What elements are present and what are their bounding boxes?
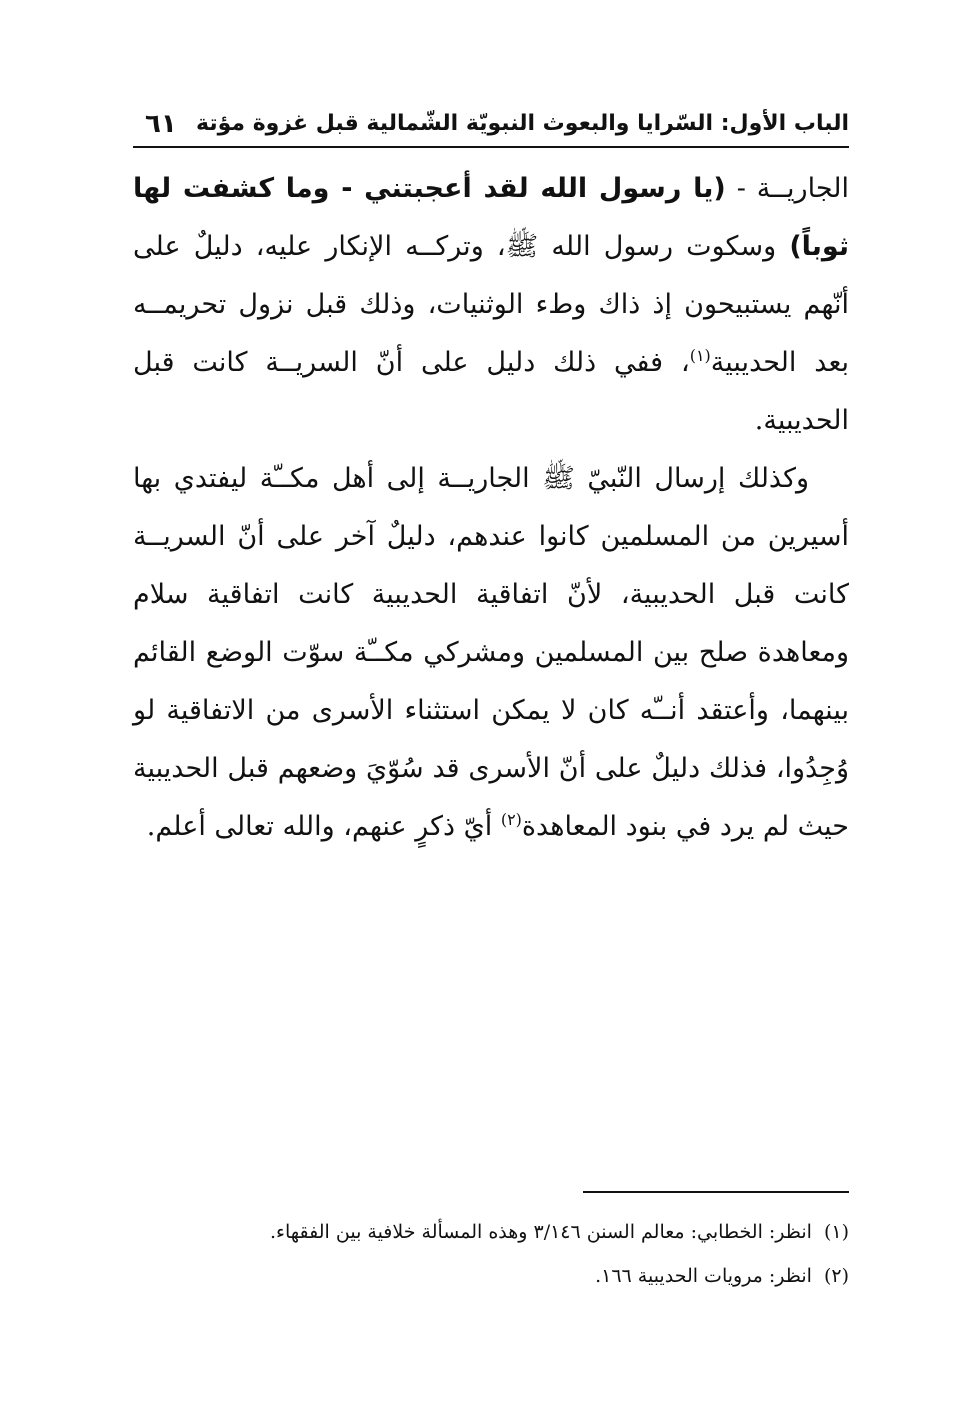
page-number: ٦١ (145, 109, 177, 139)
footnote-2-number: (٢) (823, 1265, 849, 1287)
paragraph-1-text-a: الجاريــة - (725, 173, 849, 204)
footnote-2-text: انظر: مرويات الحديبية ١٦٦. (595, 1265, 812, 1287)
paragraph-1-text-c: ، ففي ذلك دليل على أنّ السريــة كانت قبل الحديبية. (133, 347, 849, 436)
paragraph-2-text-a: وكذلك إرسال النّبيّ ﷺ الجاريــة إلى أهل مكــّة ليفتدي بها أسيرين من المسلمين كانوا عندهم، دليلٌ آخر على أنّ السريــة كانت قبل الحديبية، لأنّ اتفاقية الحديبية كانت اتفاقية سلام ومعاهدة صلح بين المسلمين ومشركي مكــّة سوّت الوضع القائم بينهما، وأعتقد أنــّه كان لا يمكن استثناء الأسرى من الاتفاقية لو وُجِدُوا، فذلك دليلٌ على أنّ الأسرى قد سُوّيَ وضعهم قبل الحديبية حيث لم يرد في بنود المعاهدة (133, 463, 849, 842)
footnote-1 (133, 1210, 849, 1254)
footnote-ref-2[interactable]: (٢) (500, 810, 522, 829)
paragraph-1-quote: (يا رسول الله لقد أعجبتني - وما كشفت لها ثوباً) (133, 173, 849, 262)
paragraph-2 (133, 450, 849, 856)
footnote-1-text: انظر: الخطابي: معالم السنن ٣/١٤٦ وهذه المسألة خلافية بين الفقهاء. (270, 1221, 812, 1243)
paragraph-1-text-b: وسكوت رسول الله ﷺ، وتركــه الإنكار عليه، دليلٌ على أنّهم يستبيحون إذ ذاك وطء الوثنيات، وذلك قبل نزول تحريمــه بعد الحديبية (133, 231, 849, 378)
running-header (133, 100, 849, 140)
paragraph-1 (133, 160, 849, 450)
footnote-ref-1[interactable]: (١) (689, 346, 711, 365)
header-rule (133, 146, 849, 148)
chapter-title: الباب الأول: السّرايا والبعوث النبويّة الشّمالية قبل غزوة مؤتة (196, 111, 849, 136)
footnote-1-number: (١) (823, 1221, 849, 1243)
footnote-2 (133, 1254, 849, 1298)
main-text (133, 160, 849, 856)
footnotes (133, 1210, 849, 1298)
footnote-rule (583, 1191, 849, 1193)
paragraph-2-text-b: أيّ ذكرٍ عنهم، والله تعالى أعلم. (146, 811, 501, 842)
